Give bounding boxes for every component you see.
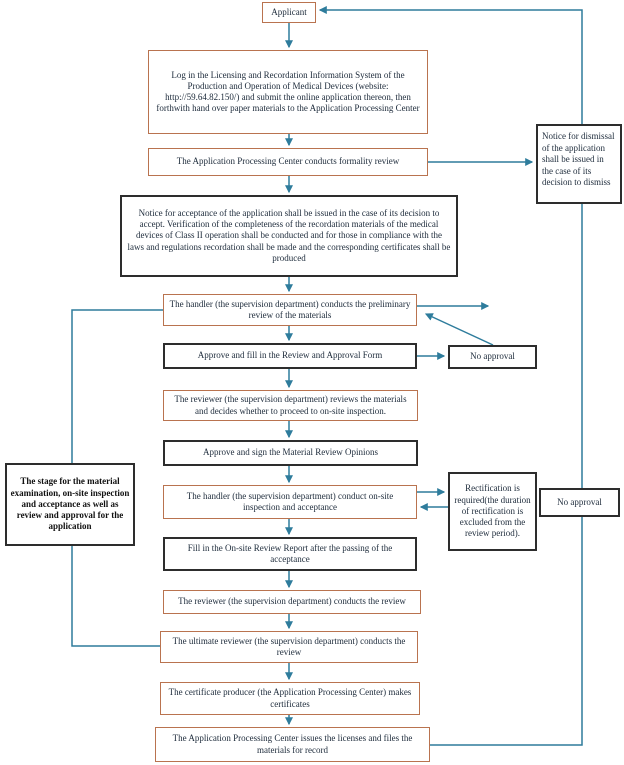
node-reviewer-review (163, 590, 421, 614)
node-preliminary-review-label: The handler (the supervision department) conducts the preliminary review of the materials (169, 298, 411, 320)
node-preliminary-review (163, 294, 417, 326)
node-rectification (448, 472, 537, 551)
node-onsite-inspection-label: The handler (the supervision department) conduct on-site inspection and acceptance (186, 490, 394, 512)
node-approval-form (163, 343, 417, 369)
node-ultimate-reviewer-label: The ultimate reviewer (the supervision department) conducts the review (172, 635, 406, 657)
node-formality-review (148, 148, 428, 176)
node-sign-opinions-label: Approve and sign the Material Review Opinions (203, 447, 378, 458)
node-reviewer-materials-label: The reviewer (the supervision department) reviews the materials and decides whether to proceed to on-site inspection. (174, 394, 407, 416)
node-onsite-report (163, 537, 417, 571)
node-formality-review-label: The Application Processing Center conducts formality review (176, 156, 400, 167)
node-notice-acceptance-label: Notice for acceptance of the application shall be issued in the case of its decision to accept. Verification of the completeness of the recordation materials of the medical devices of Class II operation shall be conducted and for those in compliance with the laws and regulations recordation shall be made and the corresponding certificates shall be produced (127, 207, 451, 263)
node-notice-dismissal-label: Notice for dismissal of the application shall be issued in the case of its decision to dismiss (542, 131, 615, 188)
node-onsite-report-label: Fill in the On-site Review Report after the passing of the acceptance (187, 542, 393, 564)
node-no-approval-2 (539, 488, 620, 517)
node-certificate-producer-label: The certificate producer (the Application Processing Center) makes certificates (168, 687, 412, 709)
node-ultimate-reviewer (160, 631, 418, 663)
node-applicant-label: Applicant (271, 6, 307, 17)
node-login-system-label: Log in the Licensing and Recordation Information System of the Production and Operation of Medical Devices (website: http://59.64.82.150/) and submit the online application thereon, then forthwith hand over paper materials to the Application Processing Center (156, 69, 420, 114)
node-issue-licenses (155, 727, 430, 762)
node-no-approval-1-label: No approval (470, 351, 515, 362)
node-notice-acceptance (120, 195, 458, 277)
node-rectification-label: Rectification is required(the duration of rectification is excluded from the review period). (454, 483, 531, 539)
node-stage-label (5, 463, 135, 546)
node-onsite-inspection (163, 485, 417, 519)
conn-noapproval1-preliminary (426, 314, 493, 345)
node-stage-label-text: The stage for the material examination, on-site inspection and acceptance as well as review and approval for the application (10, 476, 130, 532)
node-applicant (262, 2, 316, 23)
node-reviewer-materials (163, 390, 418, 421)
node-no-approval-2-label: No approval (557, 496, 602, 507)
node-approval-form-label: Approve and fill in the Review and Approval Form (197, 350, 383, 361)
node-issue-licenses-label: The Application Processing Center issues the licenses and files the materials for record (172, 733, 413, 755)
node-login-system (148, 50, 428, 134)
node-sign-opinions (163, 440, 418, 466)
node-reviewer-review-label: The reviewer (the supervision department) conducts the review (178, 596, 406, 607)
node-notice-dismissal (536, 124, 622, 204)
node-no-approval-1 (448, 345, 537, 369)
node-certificate-producer (160, 682, 420, 715)
